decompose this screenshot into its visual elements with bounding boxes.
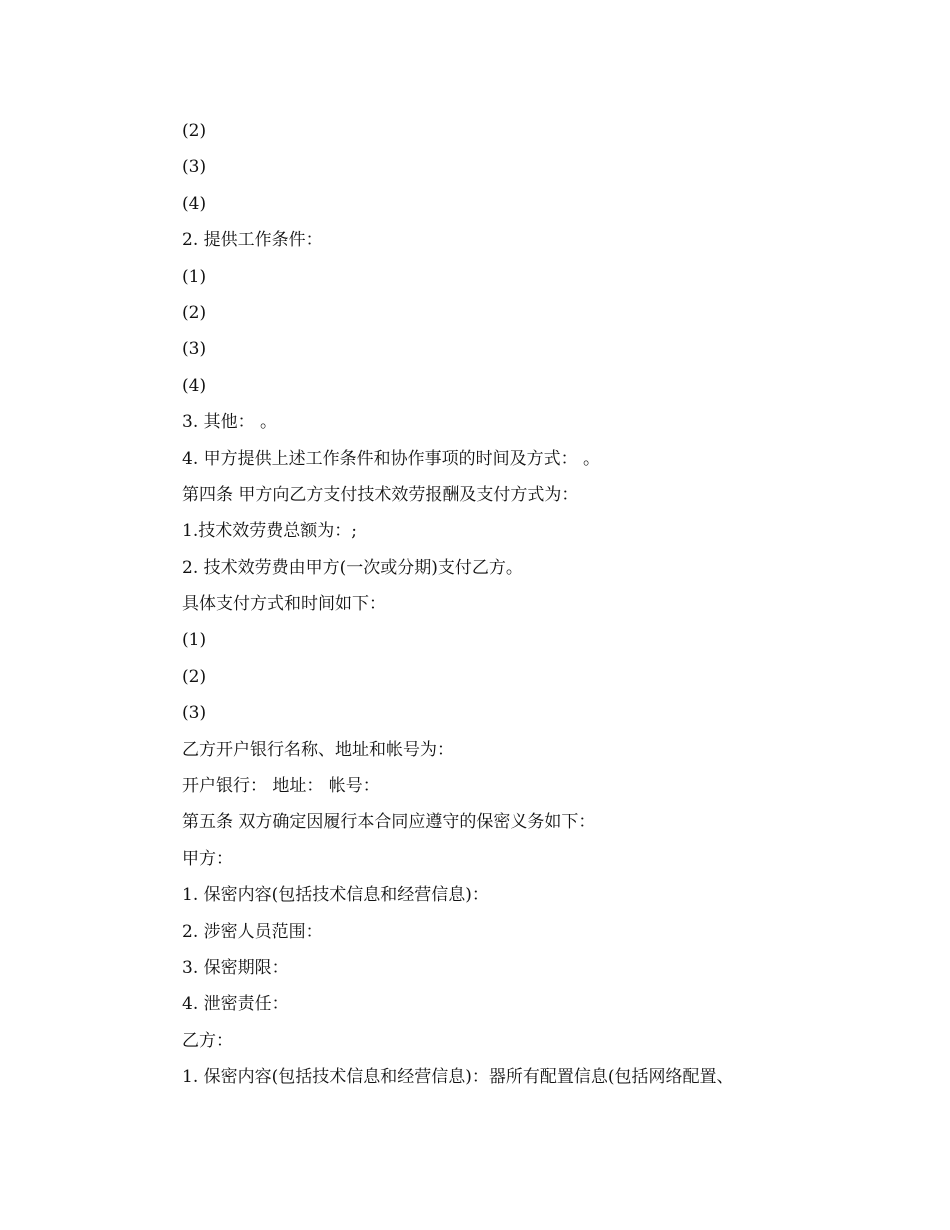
list-marker-4: (4) — [182, 375, 207, 396]
party-b-label: 乙方： — [182, 1030, 233, 1051]
item-work-conditions: 2. 提供工作条件： — [182, 230, 323, 251]
article-four-heading: 第四条 甲方向乙方支付技术效劳报酬及支付方式为： — [182, 484, 579, 505]
list-marker-2: (2) — [182, 121, 207, 141]
list-marker-4: (4) — [182, 193, 207, 214]
bank-info-heading: 乙方开户银行名称、地址和帐号为： — [182, 739, 454, 760]
party-a-personnel-scope: 2. 涉密人员范围： — [182, 921, 323, 942]
list-marker-1: (1) — [182, 266, 207, 287]
item-total-fee: 1.技术效劳费总额为：; — [182, 521, 357, 542]
list-marker-3: (3) — [182, 339, 207, 360]
party-a-leak-liability: 4. 泄密责任： — [182, 994, 289, 1015]
document-body — [182, 118, 882, 1101]
list-marker-2: (2) — [182, 302, 207, 323]
item-payment-installments: 2. 技术效劳费由甲方(一次或分期)支付乙方。 — [182, 557, 523, 578]
party-a-label: 甲方： — [182, 848, 233, 869]
item-time-and-method: 4. 甲方提供上述工作条件和协作事项的时间及方式： 。 — [182, 448, 601, 469]
party-b-confidential-content: 1. 保密内容(包括技术信息和经营信息)：器所有配置信息(包括网络配置、 — [182, 1067, 734, 1088]
article-five-heading: 第五条 双方确定因履行本合同应遵守的保密义务如下： — [182, 812, 596, 833]
list-marker-2: (2) — [182, 666, 207, 687]
list-marker-1: (1) — [182, 630, 207, 651]
list-marker-3: (3) — [182, 703, 207, 724]
bank-info-fields: 开户银行： 地址： 帐号： — [182, 776, 380, 797]
payment-method-heading: 具体支付方式和时间如下： — [182, 594, 386, 615]
party-a-confidential-period: 3. 保密期限： — [182, 957, 289, 978]
party-a-confidential-content: 1. 保密内容(包括技术信息和经营信息)： — [182, 885, 489, 906]
list-marker-3: (3) — [182, 157, 207, 178]
item-other: 3. 其他： 。 — [182, 412, 278, 433]
